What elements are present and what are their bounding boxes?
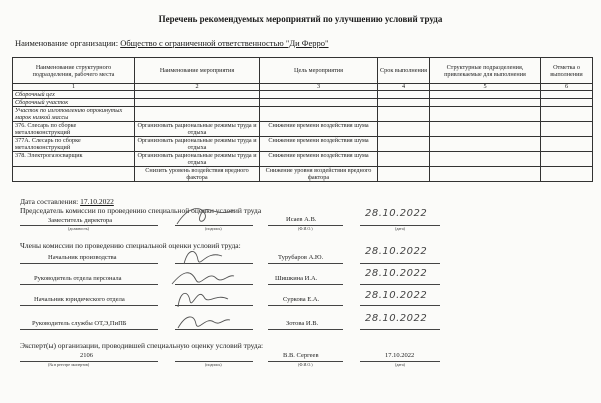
member-name: Шишкина И.А. xyxy=(275,275,318,282)
row-unit: 377А. Слесарь по сборке металлоконструкций xyxy=(13,137,135,152)
chair-cap-fio: (Ф.И.О.) xyxy=(298,226,313,231)
expert-date: 17.10.2022 xyxy=(385,352,415,359)
member-name: Зотова И.В. xyxy=(286,320,319,327)
chair-position: Заместитель директора xyxy=(48,217,113,224)
chair-label: Председатель комиссии по проведению специальной оценки условий труда xyxy=(20,206,262,215)
row-unit: 378. Электрогазосварщик xyxy=(13,152,135,167)
chair-signature xyxy=(172,200,242,230)
member-position: Начальник юридического отдела xyxy=(34,296,125,303)
table-row xyxy=(13,152,593,167)
member-name: Суркова Е.А. xyxy=(283,296,320,303)
members-label: Члены комиссии по проведению специальной оценки условий труда: xyxy=(20,241,241,250)
expert-reg-number: 2106 xyxy=(80,352,93,359)
col-number: 6 xyxy=(541,84,593,91)
organization-value: Общество с ограниченной ответственностью "Ди Ферро" xyxy=(120,38,329,48)
expert-cap-reg: (№ в реестре экспертов) xyxy=(48,362,90,367)
header-departments: Структурные подразделения, привлекаемые для выполнения xyxy=(430,58,541,84)
table-row xyxy=(13,122,593,137)
member-position: Руководитель отдела персонала xyxy=(34,275,122,282)
expert-cap-fio: (Ф.И.О.) xyxy=(298,362,313,367)
expert-label: Эксперт(ы) организации, проводившей специальную оценку условий труда: xyxy=(20,341,264,350)
page-title: Перечень рекомендуемых мероприятий по улучшению условий труда xyxy=(158,14,443,24)
row-measure: Снизить уровень воздействия вредного фактора xyxy=(135,167,260,182)
member-name: Турубаров А.Ю. xyxy=(278,254,324,261)
row-measure: Организовать рациональные режимы труда и отдыха xyxy=(135,137,260,152)
organization-label: Наименование организации: xyxy=(15,38,119,48)
row-unit: 376. Слесарь по сборке металлоконструкций xyxy=(13,122,135,137)
member-date: 28.10.2022 xyxy=(365,290,428,301)
row-measure: Организовать рациональные режимы труда и отдыха xyxy=(135,152,260,167)
row-goal: Снижение времени воздействия шума xyxy=(260,122,378,137)
table-row xyxy=(13,137,593,152)
header-deadline: Срок выполнения xyxy=(378,58,430,84)
row-goal: Снижение времени воздействия шума xyxy=(260,152,378,167)
col-number: 1 xyxy=(13,84,135,91)
row-unit: Участок по изготовлению опрокинутых марок низкой массы xyxy=(13,107,135,122)
expert-cap-date: (дата) xyxy=(395,362,405,367)
header-goal: Цель мероприятия xyxy=(260,58,378,84)
chair-cap-position: (должность) xyxy=(68,226,89,231)
col-number: 2 xyxy=(135,84,260,91)
row-unit: Сборочный цех xyxy=(13,91,135,99)
compile-date xyxy=(20,197,114,206)
expert-name: В.В. Сергеев xyxy=(283,352,319,359)
table-row xyxy=(13,107,593,122)
chair-name: Исаев А.В. xyxy=(286,216,317,223)
row-goal: Снижение времени воздействия шума xyxy=(260,137,378,152)
col-number: 4 xyxy=(378,84,430,91)
measures-table xyxy=(12,57,593,182)
table-row xyxy=(13,167,593,182)
member-position: Начальник производства xyxy=(48,254,117,261)
row-goal: Снижение уровня воздействия вредного фактора xyxy=(260,167,378,182)
header-measure: Наименование мероприятия xyxy=(135,58,260,84)
compile-date-label: Дата составления: xyxy=(20,197,79,206)
chair-cap-date: (дата) xyxy=(395,226,405,231)
member-date: 28.10.2022 xyxy=(365,268,428,279)
col-number: 5 xyxy=(430,84,541,91)
member-date: 28.10.2022 xyxy=(365,313,428,324)
col-number: 3 xyxy=(260,84,378,91)
member-date: 28.10.2022 xyxy=(365,246,428,257)
member-signature xyxy=(174,308,234,336)
table-row xyxy=(13,99,593,107)
member-position: Руководитель службы ОТ,Э,ПиПБ xyxy=(32,320,127,327)
chair-cap-sign: (подпись) xyxy=(205,226,222,231)
row-unit xyxy=(13,167,135,182)
organization-line xyxy=(15,38,329,48)
table-row xyxy=(13,91,593,99)
expert-cap-sign: (подпись) xyxy=(205,362,222,367)
compile-date-value: 17.10.2022 xyxy=(80,197,114,206)
header-mark: Отметка о выполнении xyxy=(541,58,593,84)
row-measure: Организовать рациональные режимы труда и отдыха xyxy=(135,122,260,137)
row-unit: Сборочный участок xyxy=(13,99,135,107)
header-unit: Наименование структурного подразделения, рабочего места xyxy=(13,58,135,84)
chair-date: 28.10.2022 xyxy=(365,208,428,219)
